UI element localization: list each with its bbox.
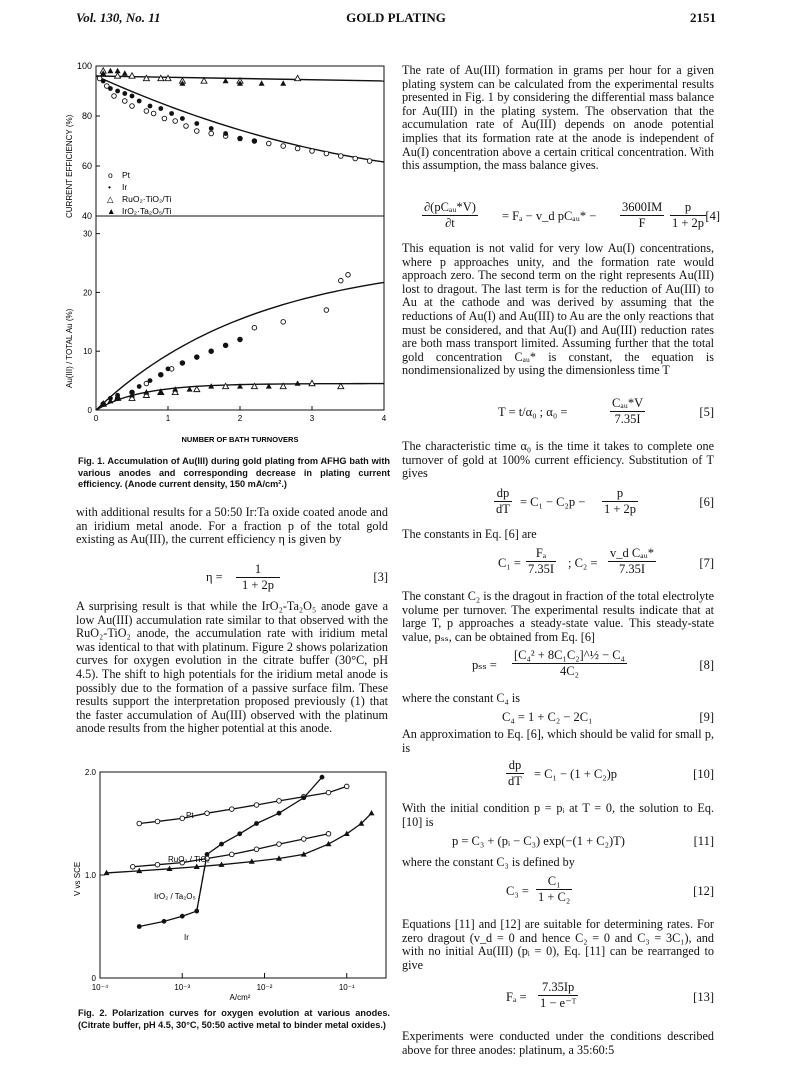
fig1-bottom-point-ir	[137, 384, 142, 389]
eq12-lhs: C₃ =	[506, 884, 529, 898]
eq7-frac1-den: 7.35I	[528, 562, 555, 576]
eq4-denominator: ∂t	[445, 216, 455, 230]
eq13-denominator: 1 − e⁻ᵀ	[540, 996, 577, 1010]
fig2-point-ir	[162, 919, 167, 924]
eq8-denominator: 4C₂	[560, 664, 579, 678]
eq8-lhs: pₛₛ =	[472, 658, 497, 672]
running-head-volume: Vol. 130, No. 11	[76, 10, 161, 25]
fig1-bottom-point-ir	[209, 349, 214, 354]
eq4-frac1-den: F	[638, 216, 646, 230]
fig1-top-point-ir	[209, 126, 214, 131]
fig1-top-ytick-label: 80	[81, 111, 92, 121]
legend-label-ruo2: RuO₂·TiO₂/Ti	[122, 194, 172, 204]
fig1-bottom-point-ir	[223, 343, 228, 348]
fig1-top-ytick-label: 60	[81, 161, 92, 171]
fig1-caption: Fig. 1. Accumulation of Au(III) during gold plating from AFHG bath with various anodes and corresponding decrease in plating current efficiency. (Anode current density, 150 mA/cm².)	[78, 456, 390, 490]
fig1-bottom-frame	[96, 216, 384, 410]
fig1-bottom-ytick-label: 20	[83, 288, 92, 298]
fig2-point-pt	[205, 811, 210, 816]
fig2-point-ruo2-tio2	[326, 832, 331, 837]
fig1-bottom-ytick-label: 0	[87, 406, 92, 415]
fig1-top-point-ir	[194, 121, 199, 126]
fig1-bottom-point-ir	[148, 378, 153, 383]
fig1-bottom-point-ruo2	[309, 380, 315, 385]
eq7-lhs1: C₁ =	[498, 556, 521, 570]
fig1-top-ytick-label: 100	[76, 61, 92, 71]
eq10-numerator: dp	[506, 758, 524, 774]
fig2-point-pt	[344, 784, 349, 789]
equation-9	[402, 710, 714, 726]
fig1-top-point-ruo2	[158, 75, 164, 80]
fig1-top-point-pt	[324, 151, 329, 156]
right-paragraph-5: The constant C₂ is the dragout in fraction of the total electrolyte volume per turnover. The experimental results indicate that at large T, p approaches a steady-state value. This steady-state value, pₛₛ, can be obtained from Eq. [6]	[402, 589, 714, 644]
equation-3	[76, 560, 388, 596]
fig1-bottom-point-ir	[180, 361, 185, 366]
fig1-top-point-ir	[137, 99, 142, 104]
fig1-bottom-point-ir	[158, 372, 163, 377]
eq7-frac2-den: 7.35I	[618, 562, 646, 576]
fig1-top-point-pt	[162, 116, 167, 121]
eq7-frac1-num: Fₐ	[526, 546, 556, 562]
fig2-point-ruo2-tio2	[254, 847, 259, 852]
fig1-top-point-ir	[101, 79, 106, 84]
eq12-denominator: 1 + C₂	[538, 890, 571, 904]
fig2-point-ir	[219, 842, 224, 847]
fig1-top-point-iro2	[280, 80, 286, 85]
fig1-top-point-pt	[184, 124, 189, 129]
eq9-number: [9]	[699, 710, 714, 724]
legend-label-pt: Pt	[122, 170, 131, 180]
equation-7	[402, 546, 714, 584]
legend-symbol-iro2: ▲	[107, 206, 116, 216]
eq6-middle: = C₁ − C₂p −	[520, 495, 586, 509]
fig1-top-point-ir	[122, 91, 127, 96]
fig2-curve-ir-lower	[139, 911, 196, 926]
legend-label-ir: Ir	[122, 182, 128, 192]
fig1-bottom-point-pt	[346, 272, 351, 277]
eq4-frac2-den: 1 + 2p	[672, 216, 705, 230]
fig1-top-point-ruo2	[129, 73, 135, 78]
fig2-ytick-label: 2.0	[84, 768, 96, 777]
fig2-point-pt	[277, 799, 282, 804]
fig1-top-point-ir	[180, 116, 185, 121]
fig1-top-point-iro2	[122, 70, 128, 75]
right-paragraph-9: where the constant C₃ is defined by	[402, 855, 575, 869]
fig1-xtick-label: 0	[93, 414, 99, 423]
fig2-point-ruo2-tio2	[155, 862, 160, 867]
fig1-xtick-label: 3	[309, 414, 315, 423]
fig2-ylabel: V vs SCE	[73, 861, 82, 896]
eq10-denominator: dT	[508, 774, 522, 788]
fig2-xlabel: A/cm²	[229, 993, 251, 1002]
fig1-top-point-ir	[238, 136, 243, 141]
fig1-top-point-pt	[173, 119, 178, 124]
right-paragraph-7: An approximation to Eq. [6], which should be valid for small p, is	[402, 727, 714, 755]
equation-5	[402, 396, 714, 432]
fig2-ytick-label: 0	[91, 974, 96, 983]
fig1-bottom-point-pt	[324, 308, 329, 313]
fig1-top-point-ir	[148, 104, 153, 109]
fig2-label-pt: Pt	[186, 811, 194, 820]
right-paragraph-4: The constants in Eq. [6] are	[402, 527, 537, 541]
fig2-ytick-label: 1.0	[84, 871, 96, 880]
fig1-top-point-pt	[209, 131, 214, 136]
fig1-top-point-pt	[295, 146, 300, 151]
fig1-bottom-point-ruo2	[223, 383, 229, 388]
fig2-point-ruo2-tio2	[229, 852, 234, 857]
fig2-frame	[100, 772, 386, 978]
fig2-point-ir	[137, 924, 142, 929]
fig1-bottom-point-pt	[339, 278, 344, 283]
fig2-point-pt	[229, 807, 234, 812]
fig1-top-point-ruo2	[165, 75, 171, 80]
fig2-curve-pt	[139, 786, 347, 823]
fig1-xtick-label: 4	[381, 414, 387, 423]
right-paragraph-3: The characteristic time α₀ is the time it takes to complete one turnover of gold at 100% current efficiency. Substitution of T gives	[402, 439, 714, 481]
eq7-frac2-num: v_d Cₐᵤ*	[610, 546, 654, 560]
equation-11	[402, 834, 714, 850]
fig1-bottom-point-ir	[194, 355, 199, 360]
eq8-number: [8]	[699, 658, 714, 672]
fig1-top-point-pt	[195, 129, 200, 134]
right-paragraph-1: The rate of Au(III) formation in grams per hour for a given plating system can be calculated from the experimental results presented in Fig. 1 by considering the differential mass balance for Au(III) in the plating system. The observation that the accumulation rate of Au(III) depends on anode potential implies that its formation rate at the anode is independent of Au(I) concentration above a certain critical concentration. With this assumption, the mass balance gives.	[402, 63, 714, 173]
fig1-legend	[107, 170, 172, 216]
fig1-top-point-ruo2	[115, 73, 121, 78]
eq4-numerator: ∂(pCₐᵤ*V)	[424, 200, 476, 214]
fig2-point-ir	[180, 914, 185, 919]
fig1-top-point-pt	[112, 94, 117, 99]
fig2-point-pt	[254, 803, 259, 808]
legend-label-iro2: IrO₂·Ta₂O₅/Ti	[122, 206, 172, 216]
eq4-frac1-num: 3600IM	[622, 200, 663, 214]
right-paragraph-11: Experiments were conducted under the conditions described above for three anodes: platinum, a 35:60:5	[402, 1029, 714, 1057]
fig1-top-point-ruo2	[143, 75, 149, 80]
eq7-number: [7]	[699, 556, 714, 570]
fig1-bottom-ylabel: Au(III) / TOTAL Au (%)	[65, 308, 74, 388]
eq10-number: [10]	[693, 767, 714, 781]
equation-8	[402, 648, 714, 686]
page-number: 2151	[690, 10, 716, 25]
eq6-frac-den: 1 + 2p	[604, 502, 637, 516]
fig2-point-iro2-ta2o5	[369, 810, 375, 815]
fig2-point-ruo2-tio2	[301, 837, 306, 842]
fig1-top-ytick-label: 40	[81, 211, 92, 221]
figure-2	[68, 764, 398, 1004]
fig1-top-point-pt	[367, 159, 372, 164]
eq3-lhs: η =	[206, 570, 223, 584]
fig2-caption: Fig. 2. Polarization curves for oxygen evolution at various anodes. (Citrate buffer, pH 4.5, 30°C, 50:50 active metal to binder metal oxides.)	[78, 1008, 390, 1030]
fig2-point-iro2-ta2o5	[344, 831, 350, 836]
fig2-xtick-label: 10⁻⁴	[91, 983, 109, 992]
fig1-bottom-point-pt	[252, 325, 257, 330]
fig1-top-point-ir	[108, 86, 113, 91]
fig1-xlabel: NUMBER OF BATH TURNOVERS	[181, 435, 299, 444]
fig1-bottom-point-ir	[166, 366, 171, 371]
fig1-xtick-label: 2	[237, 414, 243, 423]
eq6-frac-num: p	[602, 486, 638, 502]
right-paragraph-10: Equations [11] and [12] are suitable for determining rates. For zero dragout (v_d = 0 and hence C₂ = 0 and C₃ = 3C₁), and with no initial Au(III) (pᵢ = 0), Eq. [11] can be rearranged to give	[402, 917, 714, 972]
fig1-top-point-iro2	[115, 68, 121, 73]
fig1-top-point-pt	[267, 141, 272, 146]
eq4-frac2-num: p	[670, 200, 706, 216]
fig1-top-point-pt	[281, 144, 286, 149]
eq3-numerator: 1	[236, 562, 280, 578]
fig1-top-point-iro2	[107, 68, 113, 73]
fig2-point-pt	[155, 819, 160, 824]
fig2-xtick-label: 10⁻¹	[338, 983, 355, 992]
eq13-numerator: 7.35Ip	[538, 980, 578, 996]
figure-1	[58, 58, 398, 450]
fig1-top-point-ir	[169, 111, 174, 116]
fig1-bottom-point-pt	[281, 320, 286, 325]
fig1-top-ylabel: CURRENT EFFICIENCY (%)	[65, 114, 74, 218]
eq8-numerator: [C₄² + 8C₁C₂]^½ − C₄	[514, 648, 625, 662]
fig2-label-ir: Ir	[184, 933, 189, 942]
eq6-numerator: dp	[494, 486, 512, 502]
fig2-point-ir	[320, 775, 325, 780]
eq6-denominator: dT	[496, 502, 510, 516]
fig1-top-point-pt	[339, 154, 344, 159]
eq12-number: [12]	[693, 884, 714, 898]
fig2-point-pt	[180, 816, 185, 821]
eq13-lhs: Fₐ =	[506, 990, 527, 1004]
running-head-title: GOLD PLATING	[346, 10, 446, 25]
fig1-top-point-pt	[353, 156, 358, 161]
right-paragraph-8: With the initial condition p = pᵢ at T = 0, the solution to Eq. [10] is	[402, 801, 714, 829]
fig2-label-irta: IrO₂ / Ta₂O₅	[154, 892, 196, 901]
fig2-point-ruo2-tio2	[277, 842, 282, 847]
equation-4	[402, 200, 720, 238]
equation-13	[402, 980, 714, 1016]
fig2-xtick-label: 10⁻³	[174, 983, 191, 992]
fig2-point-ir	[277, 811, 282, 816]
fig2-xtick-label: 10⁻²	[256, 983, 273, 992]
fig2-point-ir	[254, 821, 259, 826]
fig1-bottom-upper-curve	[96, 282, 384, 410]
legend-symbol-ruo2: △	[107, 194, 114, 204]
eq11-number: [11]	[693, 834, 714, 848]
fig2-label-ru: RuO₂ / TiO₂	[168, 855, 210, 864]
eq3-denominator: 1 + 2p	[241, 578, 275, 592]
fig1-bottom-ytick-label: 30	[83, 229, 92, 239]
eq11-text: p = C₃ + (pᵢ − C₃) exp(−(1 + C₂)T)	[452, 834, 625, 848]
eq5-numerator: Cₐᵤ*V	[612, 396, 644, 410]
fig2-point-pt	[326, 790, 331, 795]
fig2-point-pt	[137, 821, 142, 826]
fig2-point-ruo2-tio2	[130, 864, 135, 869]
fig2-point-ir	[194, 909, 199, 914]
eq3-number: [3]	[373, 570, 388, 584]
fig1-top-point-ir	[223, 131, 228, 136]
fig2-point-ir	[301, 795, 306, 800]
eq5-number: [5]	[699, 405, 714, 419]
fig1-top-point-ir	[252, 139, 257, 144]
fig1-top-point-pt	[123, 99, 128, 104]
fig1-bottom-ytick-label: 10	[83, 347, 92, 357]
fig1-top-point-pt	[144, 109, 149, 114]
left-paragraph-2: A surprising result is that while the IrO₂-Ta₂O₅ anode gave a low Au(III) accumulation rate similar to that observed with the RuO₂-TiO₂ anode, the accumulation rate with iridium metal was identical to that with platinum. Figure 2 shows polarization curves for oxygen evolution in the citrate buffer (30°C, pH 4.5). The shift to high potentials for the iridium metal anode is possibly due to the formation of a passive surface film. These results support the interpretation proposed previously (1) that the faster accumulation of Au(III) observed with the platinum anode results from the higher potential at this anode.	[76, 599, 388, 736]
fig1-top-point-ir	[130, 94, 135, 99]
fig1-bottom-point-iro2	[295, 380, 301, 385]
eq5-lhs: T = t/α₀ ; α₀ =	[498, 405, 568, 419]
fig1-top-point-pt	[130, 104, 135, 109]
eq13-number: [13]	[693, 990, 714, 1004]
equation-6	[402, 486, 714, 522]
eq4-middle: = Fₐ − v_d pCₐᵤ* −	[502, 209, 597, 223]
right-paragraph-2: This equation is not valid for very low Au(I) concentrations, where p approaches unity, and the formation rate would approach zero. The second term on the right represents Au(III) lost to dragout. The last term is for the reduction of Au(III) to Au at the cathode and was derived by assuming that the reductions of Au(I) and Au(III) to Au are the only reactions that must be considered, and that Au(I) and Au(III) reduction rates are both mass transport limited. Assuming further that the total gold concentration Cₐᵤ* is constant, the equation is nondimensionalized by using the dimensionless time T	[402, 241, 714, 378]
eq10-rest: = C₁ − (1 + C₂)p	[534, 767, 617, 781]
fig1-top-point-ruo2	[295, 75, 301, 80]
eq9-text: C₄ = 1 + C₂ − 2C₁	[502, 710, 593, 724]
legend-symbol-pt: o	[108, 170, 113, 180]
fig1-top-lower-curve	[96, 76, 384, 162]
fig1-top-point-pt	[151, 111, 156, 116]
fig1-top-point-ir	[158, 106, 163, 111]
fig1-top-point-ir	[115, 89, 120, 94]
left-paragraph-1: with additional results for a 50:50 Ir:Ta oxide coated anode and an iridium metal anode. For a fraction p of the total gold existing as Au(III), the current efficiency η is given by	[76, 505, 388, 547]
eq5-denominator: 7.35I	[614, 412, 641, 426]
eq6-number: [6]	[699, 495, 714, 509]
fig1-xtick-label: 1	[165, 414, 171, 423]
right-paragraph-6: where the constant C₄ is	[402, 691, 520, 705]
legend-symbol-ir: •	[108, 182, 111, 192]
fig1-top-point-pt	[310, 149, 315, 154]
eq4-number: [4]	[705, 209, 720, 223]
fig2-point-ir	[237, 831, 242, 836]
fig1-bottom-point-ir	[238, 337, 243, 342]
fig1-top-point-iro2	[259, 80, 265, 85]
equation-12	[402, 874, 714, 910]
equation-10	[402, 758, 714, 794]
eq7-lhs2: ; C₂ =	[568, 556, 598, 570]
eq12-numerator: C₁	[536, 874, 572, 890]
